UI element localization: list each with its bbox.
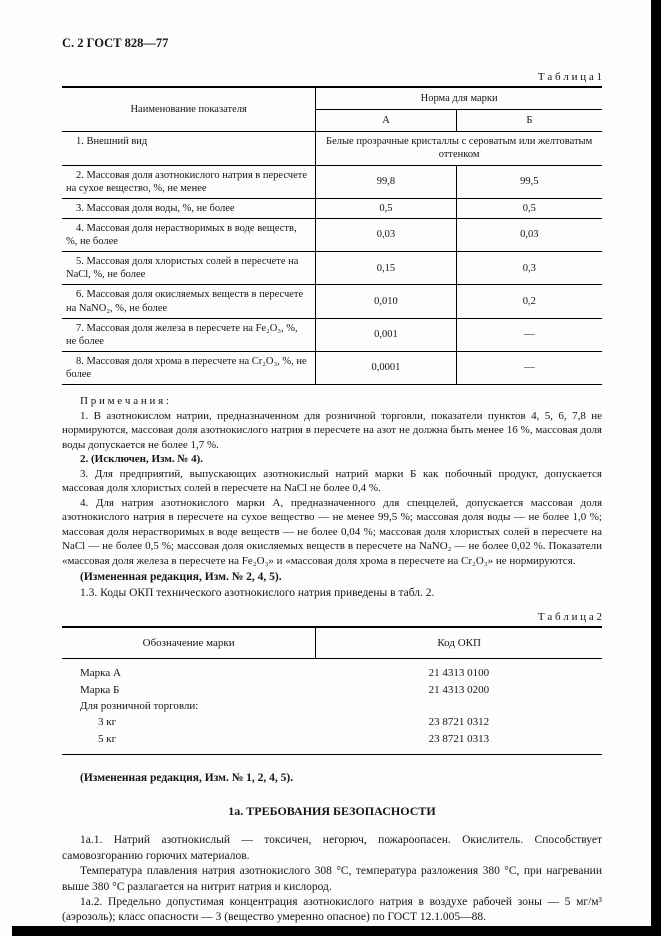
- table-row: [62, 351, 602, 384]
- table2-code-header: Код ОКП: [316, 627, 602, 659]
- value-cell-a: 0,5: [316, 198, 456, 218]
- row-name-cell: 4. Массовая доля нерастворимых в воде веществ, %, не более: [62, 218, 316, 251]
- code-cell: 21 4313 0100: [428, 667, 490, 680]
- mark-cell: Для розничной торговли:: [80, 700, 199, 713]
- table1-mark-b-header: Б: [456, 110, 602, 132]
- table-row: [62, 132, 602, 165]
- row-name-cell: 1. Внешний вид: [62, 132, 316, 165]
- table2-header-row: [62, 627, 602, 659]
- table-row: [62, 165, 602, 198]
- mark-cell: Марка Б: [80, 683, 120, 696]
- row-value-span-cell: Белые прозрачные кристаллы с сероватым или желтоватым оттенком: [316, 132, 602, 165]
- table-row: [62, 252, 602, 285]
- table1-header-row: [62, 87, 602, 110]
- table-row: [62, 218, 602, 251]
- table1-mark-a-header: А: [316, 110, 456, 132]
- value-cell-a: 0,010: [316, 285, 456, 318]
- paragraph-1-3: 1.3. Коды ОКП технического азотнокислого натрия приведены в табл. 2.: [80, 586, 435, 599]
- amended-note: (Измененная редакция, Изм. № 1, 2, 4, 5).: [80, 771, 294, 784]
- table-row: [62, 659, 602, 682]
- value-cell-a: 99,8: [316, 165, 456, 198]
- table-row: [62, 714, 602, 730]
- table1-caption: Т а б л и ц а 1: [537, 71, 602, 83]
- code-cell: 21 4313 0200: [428, 683, 490, 696]
- table-row: [62, 198, 602, 218]
- note-item: 3. Для предприятий, выпускающих азотнокислый натрий марки Б как побочный продукт, допускается массовая доля хлористых солей в пересчете на NaCl не более 0,4 %.: [62, 467, 602, 495]
- page-content: [62, 36, 602, 926]
- mark-cell: 5 кг: [98, 732, 117, 745]
- notes-block: [62, 394, 602, 568]
- mark-cell: 3 кг: [98, 716, 117, 729]
- row-name-cell: 6. Массовая доля окисляемых веществ в пересчете на NaNO₂, %, не более: [62, 285, 316, 318]
- note-item: 1. В азотнокислом натрии, предназначенном для розничной торговли, показатели пунктов 4, 5, 6, 7,8 не нормируются, массовая доля азотнокислого натрия в пересчете на азот не должна быть менее 16 %, массовая доля воды допускается не более 1,7 %.: [62, 409, 602, 451]
- value-cell-a: 0,03: [316, 218, 456, 251]
- scan-edge-bottom: [12, 926, 661, 936]
- value-cell-b: 0,5: [456, 198, 602, 218]
- value-cell-a: 0,15: [316, 252, 456, 285]
- table-row: [62, 698, 602, 714]
- value-cell-b: 0,3: [456, 252, 602, 285]
- row-name-cell: 8. Массовая доля хрома в пересчете на Cr₂O₃, %, не более: [62, 351, 316, 384]
- note-item: 4. Для натрия азотнокислого марки А, предназначенного для спеццелей, допускается массовая доля азотнокислого натрия в пересчете на сухое вещество — не менее 99,5 %; массовая доля воды — не более 1,0 %; массовая доля нерастворимых в воде веществ — не более 0,04 %; массовая доля хлористых солей в пересчете на NaCl — не более 0,5 %; массовая доля окисляемых веществ в пересчете на NaNO₂ — не более 0,02 %. Показатели «массовая доля железа в пересчете на Fe₂O₃» и «массовая доля хрома в пересчете на Cr₂O₃» не нормируются.: [62, 496, 602, 567]
- row-name-cell: 3. Массовая доля воды, %, не более: [62, 198, 316, 218]
- table-row: [62, 318, 602, 351]
- table2-caption: Т а б л и ц а 2: [537, 611, 602, 624]
- code-cell: 23 8721 0312: [428, 716, 490, 729]
- safety-paragraph: 1а.1. Натрий азотнокислый — токсичен, негорюч, пожароопасен. Окислитель. Способствует самовозгоранию горючих материалов.: [62, 834, 602, 862]
- scan-edge-right: [651, 0, 661, 936]
- row-name-cell: 5. Массовая доля хлористых солей в пересчете на NaCl, %, не более: [62, 252, 316, 285]
- table2-mark-header: Обозначение марки: [62, 627, 316, 659]
- table-row: [62, 682, 602, 698]
- value-cell-b: 0,2: [456, 285, 602, 318]
- value-cell-a: 0,001: [316, 318, 456, 351]
- value-cell-b: 99,5: [456, 165, 602, 198]
- code-cell: [316, 698, 602, 714]
- value-cell-a: 0,0001: [316, 351, 456, 384]
- value-cell-b: —: [456, 318, 602, 351]
- table1-norm-header: Норма для марки: [316, 87, 602, 110]
- safety-paragraph: Температура плавления натрия азотнокислого 308 °С, температура разложения 380 °С, при нагревании выше 380 °С разлагается на нитрит натрия и кислород.: [62, 865, 602, 893]
- code-cell: 23 8721 0313: [428, 732, 490, 745]
- table-2: [62, 626, 602, 755]
- mark-cell: Марка А: [80, 667, 121, 680]
- section-heading: 1а. ТРЕБОВАНИЯ БЕЗОПАСНОСТИ: [228, 804, 436, 819]
- table-1: [62, 86, 602, 385]
- amended-note: (Измененная редакция, Изм. № 2, 4, 5).: [80, 571, 282, 584]
- value-cell-b: 0,03: [456, 218, 602, 251]
- note-item: 2. (Исключен, Изм. № 4).: [80, 453, 204, 466]
- notes-heading: П р и м е ч а н и я :: [80, 395, 169, 408]
- table-row: [62, 731, 602, 755]
- page-header: С. 2 ГОСТ 828—77: [62, 36, 169, 50]
- table-row: [62, 285, 602, 318]
- row-name-cell: 7. Массовая доля железа в пересчете на Fe₂O₃, %, не более: [62, 318, 316, 351]
- value-cell-b: —: [456, 351, 602, 384]
- safety-paragraph: 1а.2. Предельно допустимая концентрация азотнокислого натрия в воздухе рабочей зоны — 5 мг/м³ (аэрозоль); класс опасности — 3 (вещество умеренно опасное) по ГОСТ 12.1.005—88.: [62, 895, 602, 924]
- row-name-cell: 2. Массовая доля азотнокислого натрия в пересчете на сухое вещество, %, не менее: [62, 165, 316, 198]
- table1-name-header: Наименование показателя: [62, 87, 316, 132]
